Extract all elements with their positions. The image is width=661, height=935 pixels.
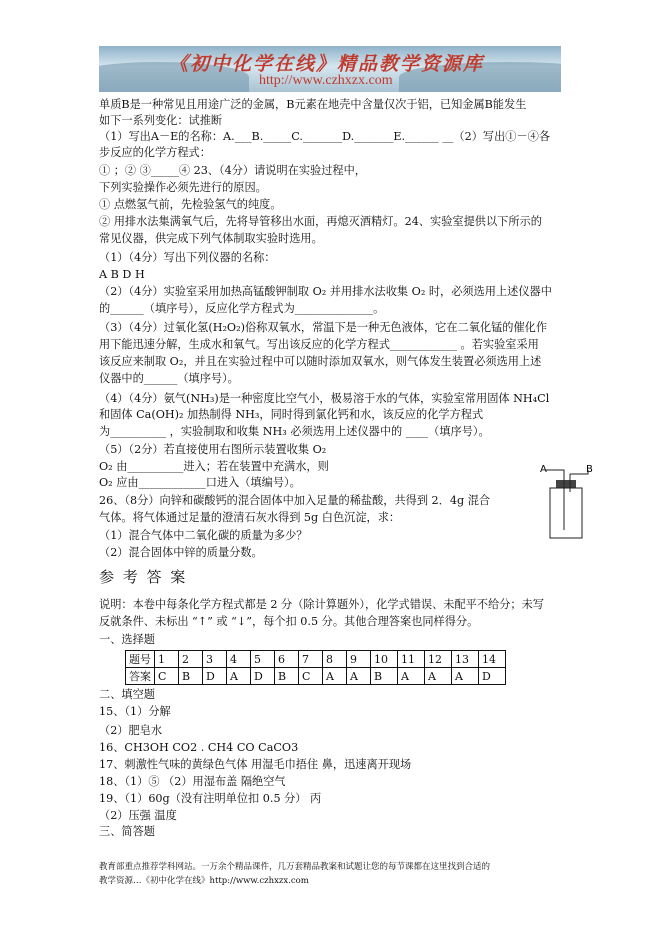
answer-cell: B (275, 668, 299, 685)
fill-answer-line: （2）压强 温度 (99, 809, 177, 822)
answer-cell: D (251, 668, 275, 685)
exam-line: 26、（8分）向锌和碳酸钙的混合固体中加入足量的稀盐酸，共得到 2．4g 混合 (99, 494, 491, 507)
footer-line-2: 教学资源…《初中化学在线》http://www.czhxzx.com (99, 876, 309, 886)
exam-line: 用下能迅速分解，生成水和氧气。写出该反应的化学方程式____________ 。若实验室采用 (99, 338, 539, 351)
exam-line: 下列实验操作必须先进行的原因。 (99, 181, 267, 194)
exam-line: （1）混合气体中二氧化碳的质量为多少？ (99, 529, 308, 542)
question-number-cell: 6 (275, 651, 299, 668)
fill-answer-line: 16、CH3OH CO2 . CH4 CO CaCO3 (99, 741, 299, 754)
exam-line: （1）（4分）写出下列仪器的名称： (99, 251, 276, 264)
section-fill: 二、填空题 (99, 688, 155, 701)
question-number-cell: 10 (371, 651, 398, 668)
question-number-cell: 11 (398, 651, 425, 668)
question-number-cell: 4 (227, 651, 251, 668)
exam-line: 该反应来制取 O₂，并且在实验过程中可以随时添加双氧水，则气体发生装置必须选用上述 (99, 355, 542, 368)
answer-cell: A (323, 668, 347, 685)
answer-cell: D (479, 668, 506, 685)
answer-cell: A (452, 668, 479, 685)
exam-line: （4）（4分）氨气(NH₃)是一种密度比空气小，极易溶于水的气体，实验室常用固体 NH₄Cl (99, 392, 550, 405)
exam-line: 步反应的化学方程式： (99, 146, 211, 159)
answer-cell: D (203, 668, 227, 685)
section-short: 三、简答题 (99, 825, 155, 838)
fill-answer-line: 18、（1）⑤ （2）用湿布盖 隔绝空气 (99, 775, 286, 788)
question-number-cell: 7 (299, 651, 323, 668)
exam-line: ② 用排水法集满氧气后，先将导管移出水面，再熄灭酒精灯。24、实验室提供以下所示的 (99, 215, 542, 228)
exam-line: 如下一系列变化：试推断 (99, 114, 223, 127)
banner-title: 《初中化学在线》精品教学资源库 (169, 53, 485, 75)
apparatus-label-a: A (540, 464, 547, 475)
exam-line: （3）（4分）过氧化氢(H₂O₂)俗称双氧水，常温下是一种无色液体，它在二氧化锰的催化作 (99, 321, 548, 334)
answer-cell: A (425, 668, 452, 685)
exam-line: 为__________ ，实验制取和收集 NH₃ 必须选用上述仪器中的 ____（填序号）。 (99, 425, 490, 438)
section-choice: 一、选择题 (99, 633, 155, 646)
exam-line: （2）（4分）实验室采用加热高锰酸钾制取 O₂ 并用排水法收集 O₂ 时，必须选用上述仪器中 (99, 285, 552, 298)
fill-answer-line: 17、刺激性气味的黄绿色气体 用湿毛巾捂住 鼻，迅速离开现场 (99, 758, 412, 771)
exam-line: （2）混合固体中锌的质量分数。 (99, 546, 263, 559)
answer-cell: A (347, 668, 371, 685)
question-number-cell: 2 (179, 651, 203, 668)
question-number-cell: 12 (425, 651, 452, 668)
answer-cell: C (299, 668, 323, 685)
fill-answer-line: 15、（1）分解 (99, 705, 171, 718)
exam-line: 单质B是一种常见且用途广泛的金属，B元素在地壳中含量仅次于铝，已知金属B能发生 (99, 98, 527, 111)
answer-cell: A (398, 668, 425, 685)
fill-answer-line: （2）肥皂水 (99, 724, 163, 737)
exam-line: （1）写出A－E的名称：A.___B._____C._______D._______E.______ __（2）写出①－④各 (99, 130, 551, 143)
exam-line: 和固体 Ca(OH)₂ 加热制得 NH₃，同时得到氯化钙和水，该反应的化学方程式 (99, 408, 484, 421)
note-line-1: 说明：本卷中每条化学方程式都是 2 分（除计算题外），化学式错误、未配平不给分；未写 (99, 598, 544, 611)
exam-line: ① 点燃氢气前，先检验氢气的纯度。 (99, 198, 282, 211)
question-number-cell: 14 (479, 651, 506, 668)
question-number-cell: 3 (203, 651, 227, 668)
answers-heading: 参 考 答 案 (99, 568, 188, 586)
fill-answer-line: 19、（1）60g（没有注明单位扣 0.5 分） 丙 (99, 792, 322, 805)
gas-collection-bottle-icon (538, 460, 598, 540)
banner-url[interactable]: http://www.czhxzx.com (259, 73, 393, 88)
answer-cell: B (179, 668, 203, 685)
table-row-label: 答案 (126, 668, 155, 685)
table-row-label: 题号 (126, 651, 155, 668)
footer-line-1: 教育部重点推荐学科网站。一万余个精品课件，几万套精品教案和试题让您的每节课都在这里找到合适的 (99, 862, 491, 872)
note-line-2: 反就条件、未标出 “↑” 或 “↓”，每个扣 0.5 分。其他合理答案也同样得分。 (99, 615, 479, 628)
question-number-cell: 13 (452, 651, 479, 668)
answer-cell: A (227, 668, 251, 685)
question-number-cell: 1 (155, 651, 179, 668)
answer-cell: C (155, 668, 179, 685)
question-number-cell: 8 (323, 651, 347, 668)
exam-line: （5）（2分）若直接使用右图所示装置收集 O₂ (99, 443, 327, 456)
site-banner (99, 46, 561, 92)
exam-line: 的______（填序号），反应化学方程式为______________。 (99, 302, 385, 315)
exam-line: O₂ 由__________进入；若在装置中充满水，则 (99, 460, 329, 473)
exam-line: A B D H (99, 268, 145, 281)
exam-line: ① ；② ③_____④ 23、（4分）请说明在实验过程中， (99, 164, 366, 177)
question-number-cell: 9 (347, 651, 371, 668)
answer-cell: B (371, 668, 398, 685)
exam-line: 常见仪器，供完成下列气体制取实验时选用。 (99, 232, 323, 245)
question-number-cell: 5 (251, 651, 275, 668)
exam-line: 气体。将气体通过足量的澄清石灰水得到 5g 白色沉淀，求： (99, 511, 401, 524)
answer-table (125, 650, 506, 685)
exam-line: O₂ 应由____________口进入（填编号）。 (99, 476, 301, 489)
exam-line: 仪器中的______（填序号）。 (99, 372, 239, 385)
apparatus-label-b: B (586, 464, 593, 475)
